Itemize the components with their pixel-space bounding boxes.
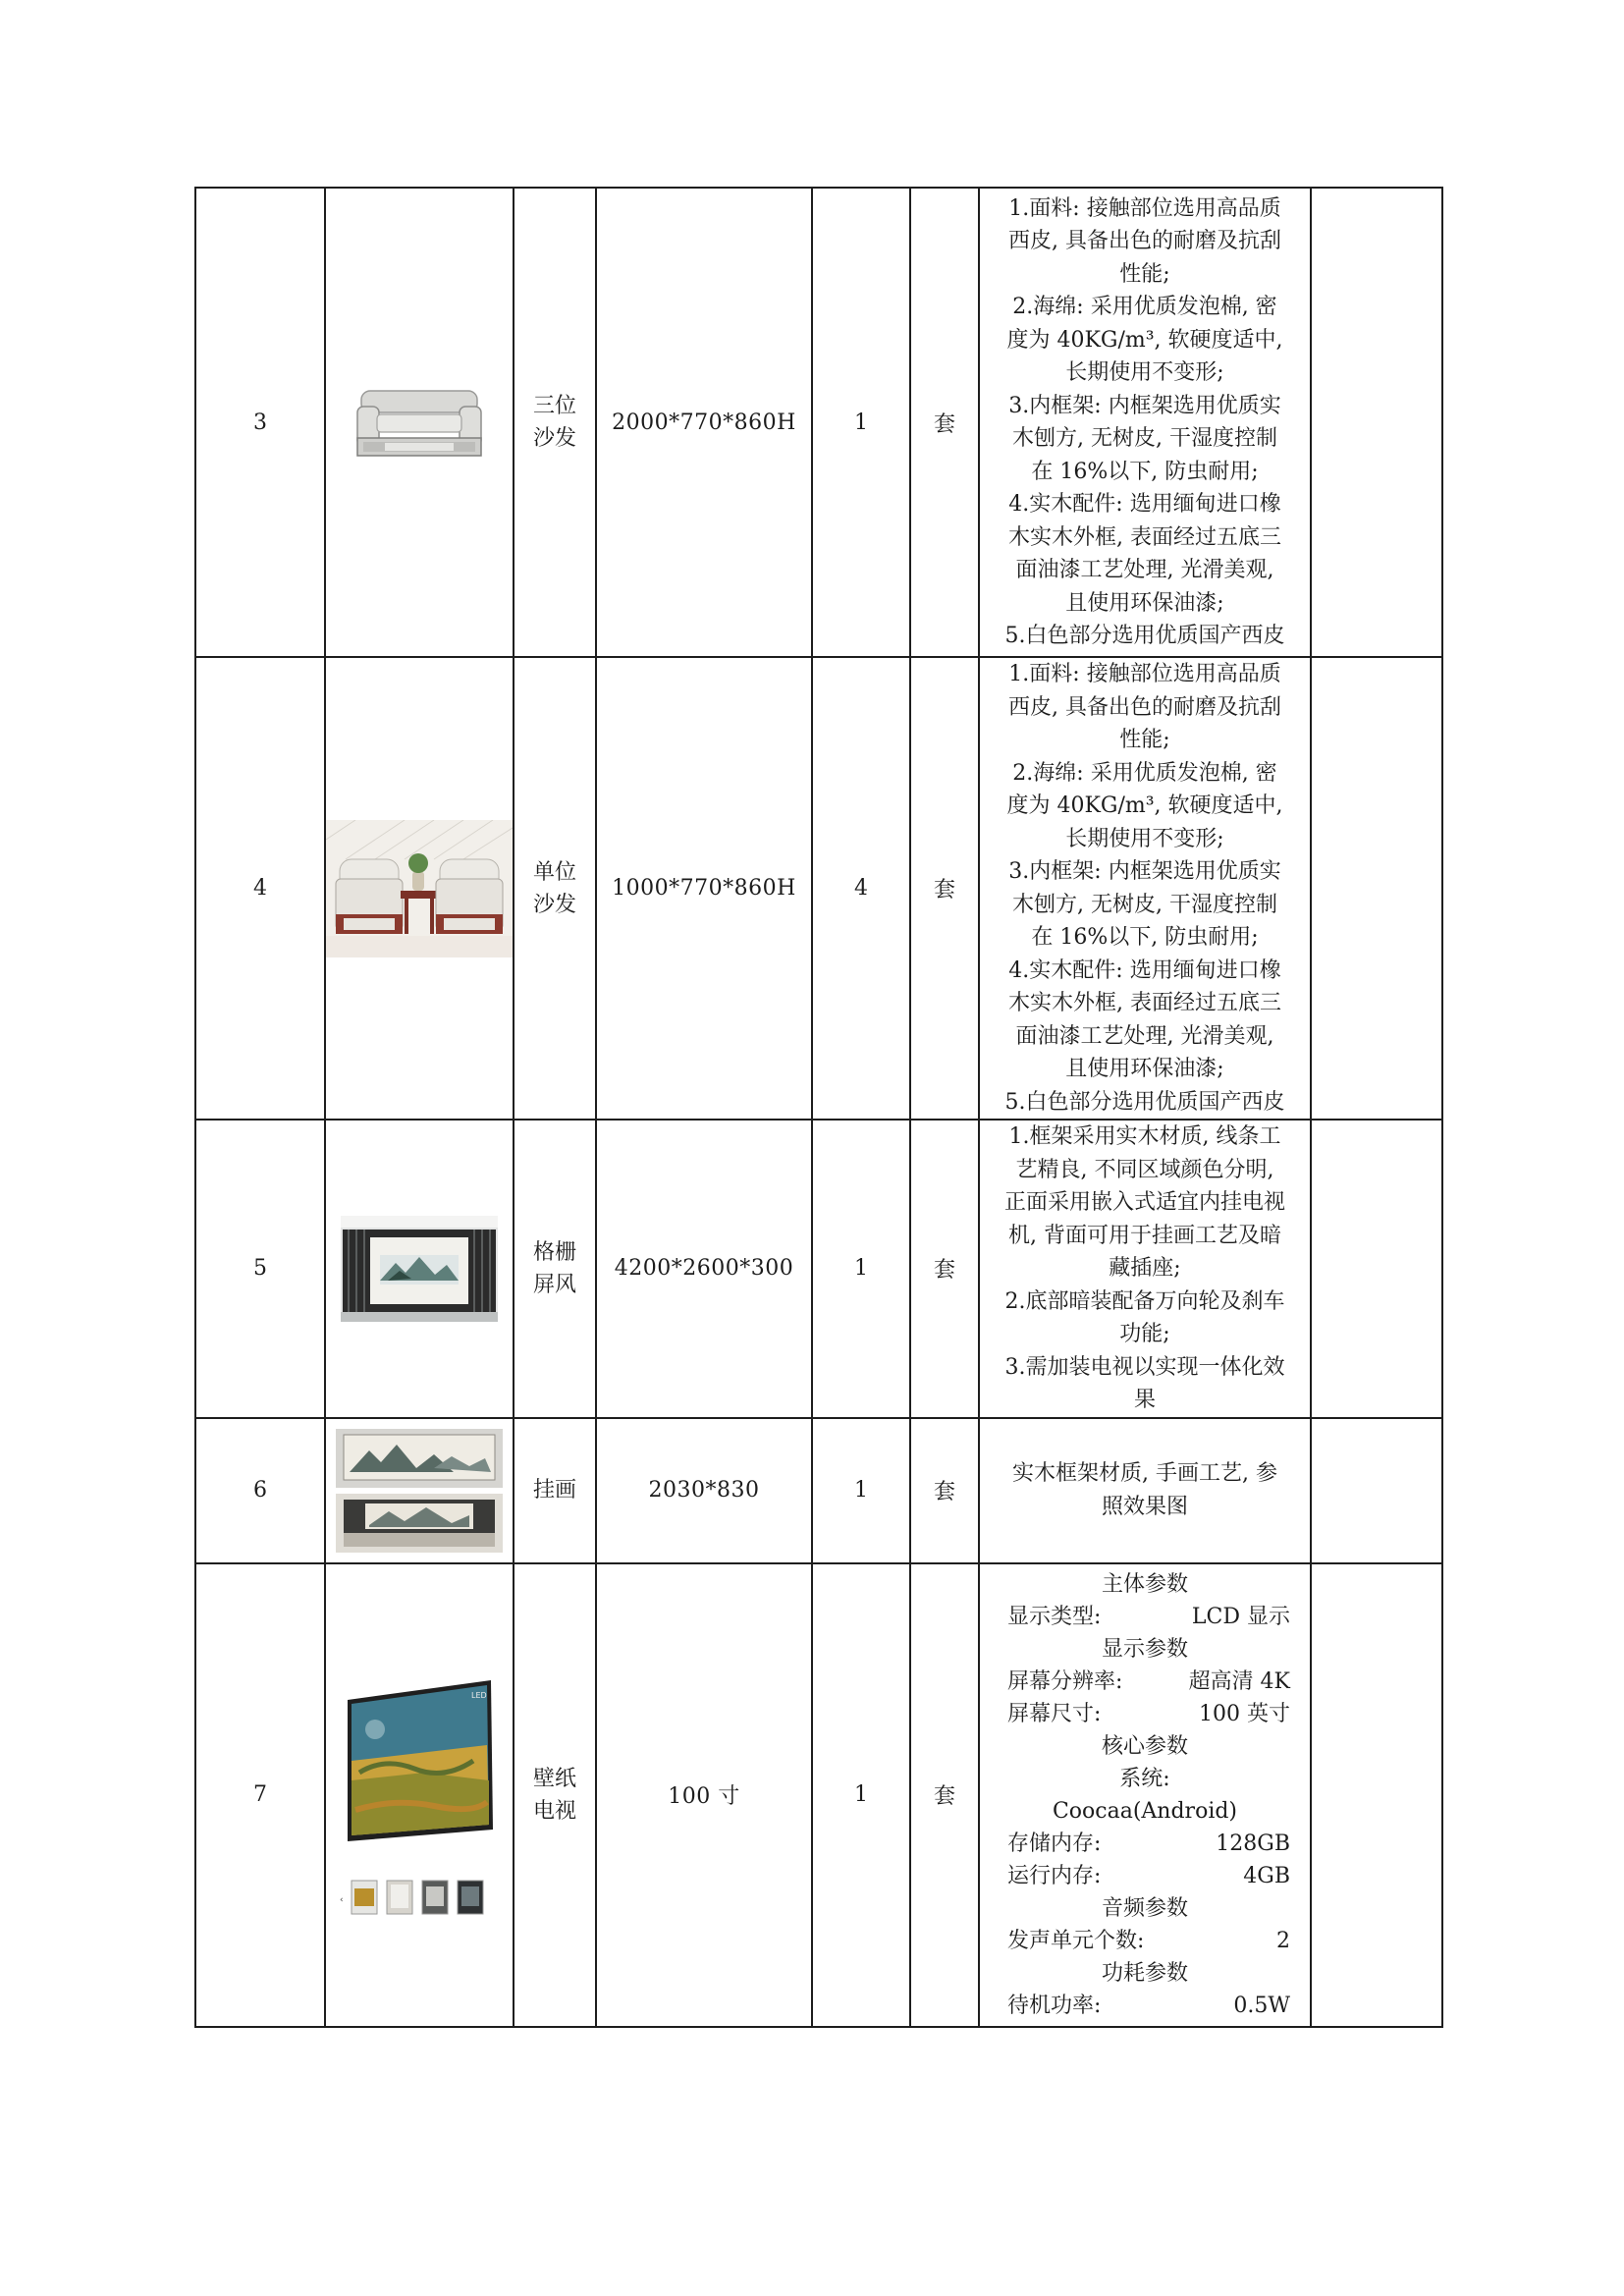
param-speakers: 发声单元个数: 2 [1007,1928,1290,1953]
product-image [325,1120,514,1418]
table-row [195,188,1442,657]
param-display-type: 显示类型: LCD 显示 [1007,1604,1290,1629]
product-description: 实木框架材质, 手画工艺, 参 照效果图 [979,1418,1311,1563]
product-size: 1000*770*860H [596,657,812,1120]
param-heading: 功耗参数 [1101,1960,1188,1986]
product-name: 单位 沙发 [514,657,596,1120]
hanging-painting-image [336,1429,503,1553]
remarks-cell [1311,657,1442,1120]
product-image [325,1563,514,2027]
table-row [195,657,1442,1120]
param-heading: 显示参数 [1101,1636,1188,1662]
row-number: 3 [195,188,325,657]
remarks-cell [1311,1563,1442,2027]
row-number: 7 [195,1563,325,2027]
product-quantity: 1 [812,1120,910,1418]
row-number: 5 [195,1120,325,1418]
product-unit: 套 [910,1418,979,1563]
row-number: 6 [195,1418,325,1563]
param-standby-power: 待机功率: 0.5W [1007,1993,1290,2018]
remarks-cell [1311,1120,1442,1418]
param-ram: 运行内存: 4GB [1007,1863,1290,1888]
table-row [195,1563,1442,2027]
table-row [195,1120,1442,1418]
product-name: 挂画 [514,1418,596,1563]
sofa-three-seat-image [355,383,483,462]
product-unit: 套 [910,1120,979,1418]
param-heading: 核心参数 [1101,1733,1188,1759]
remarks-cell [1311,1418,1442,1563]
product-name: 三位 沙发 [514,188,596,657]
product-quantity: 1 [812,188,910,657]
tv-parameters [979,1563,1311,2027]
param-screen-size: 屏幕尺寸: 100 英寸 [1007,1701,1290,1726]
wallpaper-tv-image [336,1663,503,1928]
product-name: 壁纸 电视 [514,1563,596,2027]
product-quantity: 1 [812,1563,910,2027]
product-quantity: 1 [812,1418,910,1563]
product-spec-table [194,187,1443,2028]
product-description: 1.框架采用实木材质, 线条工 艺精良, 不同区域颜色分明, 正面采用嵌入式适宜内挂电视 机, 背面可用于挂画工艺及暗 藏插座; 2.底部暗装配备万向轮及刹车 功能; 3.需加装电视以实现一体化效 果 [979,1120,1311,1418]
remarks-cell [1311,188,1442,657]
product-unit: 套 [910,657,979,1120]
lattice-screen-image [341,1216,498,1322]
table-row [195,1418,1442,1563]
sofa-single-seat-image [326,820,513,957]
param-system-label: 系统: [1119,1766,1170,1791]
product-unit: 套 [910,1563,979,2027]
param-heading: 音频参数 [1101,1895,1188,1921]
svg-text:LED: LED [471,1690,487,1700]
product-quantity: 4 [812,657,910,1120]
param-system-value: Coocaa(Android) [1052,1798,1238,1824]
row-number: 4 [195,657,325,1120]
product-description: 1.面料: 接触部位选用高品质 西皮, 具备出色的耐磨及抗刮 性能; 2.海绵: 采用优质发泡棉, 密 度为 40KG/m³, 软硬度适中, 长期使用不变形; 3.内框架: 内框架选用优质实 木刨方, 无树皮, 干湿度控制 在 16%以下, 防虫耐用; 4.实木配件: 选用缅甸进口橡 木实木外框, 表面经过五底三 面油漆工艺处理, 光滑美观, 且使用环保油漆; 5.白色部分选用优质国产西皮 [979,657,1311,1120]
param-resolution: 屏幕分辨率: 超高清 4K [1007,1668,1290,1694]
product-size: 2030*830 [596,1418,812,1563]
product-unit: 套 [910,188,979,657]
product-size: 4200*2600*300 [596,1120,812,1418]
product-size: 2000*770*860H [596,188,812,657]
param-heading: 主体参数 [1101,1571,1188,1597]
product-image [325,657,514,1120]
product-image [325,188,514,657]
product-image [325,1418,514,1563]
svg-text:‹: ‹ [340,1894,344,1905]
param-storage: 存储内存: 128GB [1007,1831,1290,1856]
product-size: 100 寸 [596,1563,812,2027]
product-description: 1.面料: 接触部位选用高品质 西皮, 具备出色的耐磨及抗刮 性能; 2.海绵: 采用优质发泡棉, 密 度为 40KG/m³, 软硬度适中, 长期使用不变形; 3.内框架: 内框架选用优质实 木刨方, 无树皮, 干湿度控制 在 16%以下, 防虫耐用; 4.实木配件: 选用缅甸进口橡 木实木外框, 表面经过五底三 面油漆工艺处理, 光滑美观, 且使用环保油漆; 5.白色部分选用优质国产西皮 [979,188,1311,657]
product-name: 格栅 屏风 [514,1120,596,1418]
